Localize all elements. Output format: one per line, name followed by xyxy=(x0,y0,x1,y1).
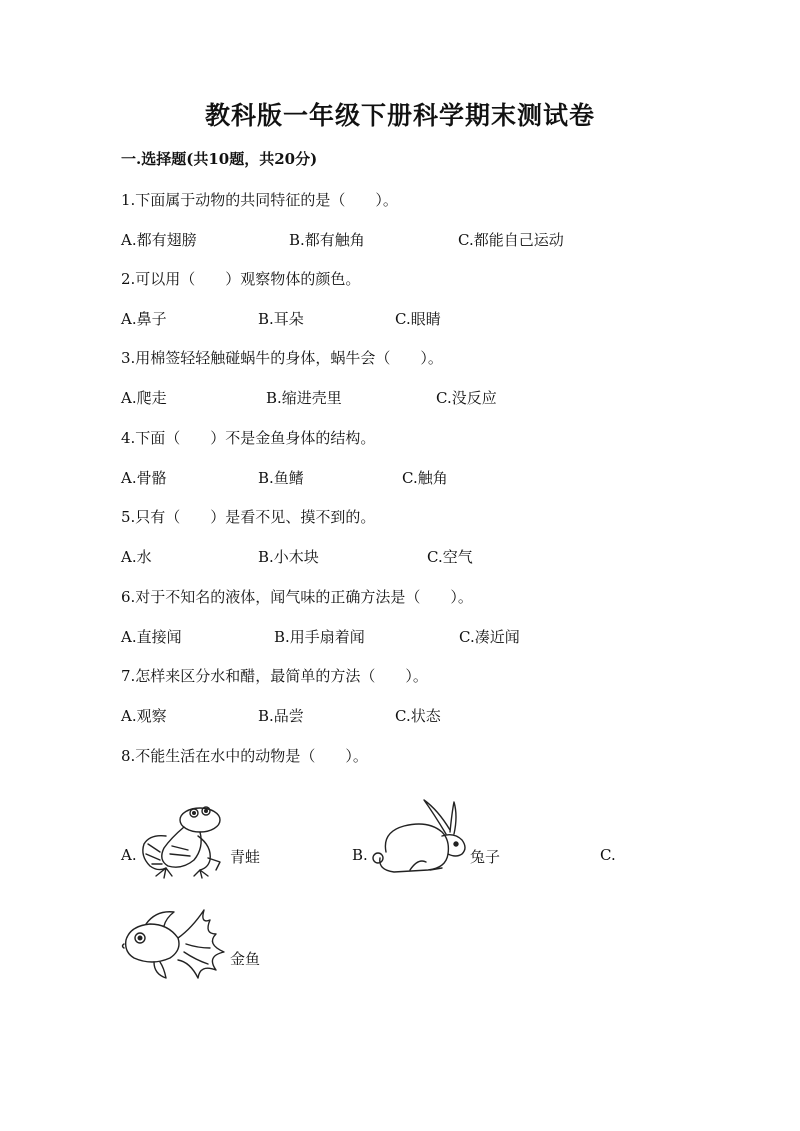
q2-option-b: B.耳朵 xyxy=(258,310,304,328)
question-6: 6.对于不知名的液体，闻气味的正确方法是（ ）。 xyxy=(121,588,473,606)
goldfish-icon xyxy=(120,904,228,982)
q5-option-b: B.小木块 xyxy=(258,548,319,566)
q1-option-c: C.都能自己运动 xyxy=(458,231,564,249)
q6-option-c: C.凑近闻 xyxy=(459,628,520,646)
q8-option-c: C. xyxy=(600,846,616,864)
q7-option-b: B.品尝 xyxy=(258,707,304,725)
q1-option-a: A.都有翅膀 xyxy=(121,231,197,249)
q1-option-b: B.都有触角 xyxy=(289,231,365,249)
question-1: 1.下面属于动物的共同特征的是（ ）。 xyxy=(121,191,398,209)
q3-option-b: B.缩进壳里 xyxy=(266,389,342,407)
question-3: 3.用棉签轻轻触碰蜗牛的身体，蜗牛会（ ）。 xyxy=(121,349,443,367)
q4-option-b: B.鱼鳍 xyxy=(258,469,304,487)
q2-option-a: A.鼻子 xyxy=(121,310,167,328)
q3-option-c: C.没反应 xyxy=(436,389,497,407)
q6-option-a: A.直接闻 xyxy=(121,628,182,646)
q8-option-b: B. xyxy=(352,846,368,864)
frog-label: 青蛙 xyxy=(230,848,261,866)
question-8: 8.不能生活在水中的动物是（ ）。 xyxy=(121,747,368,765)
q7-option-a: A.观察 xyxy=(121,707,167,725)
frog-icon xyxy=(136,800,228,882)
q8-option-a: A. xyxy=(121,846,137,864)
question-4: 4.下面（ ）不是金鱼身体的结构。 xyxy=(121,429,376,447)
q7-option-c: C.状态 xyxy=(395,707,441,725)
q5-option-a: A.水 xyxy=(121,548,152,566)
question-2: 2.可以用（ ）观察物体的颜色。 xyxy=(121,270,361,288)
q2-option-c: C.眼睛 xyxy=(395,310,441,328)
q3-option-a: A.爬走 xyxy=(121,389,167,407)
q6-option-b: B.用手扇着闻 xyxy=(274,628,365,646)
rabbit-label: 兔子 xyxy=(470,848,501,866)
q4-option-c: C.触角 xyxy=(402,469,448,487)
q5-option-c: C.空气 xyxy=(427,548,473,566)
section-heading: 一.选择题(共10题，共20分) xyxy=(121,150,318,168)
question-5: 5.只有（ ）是看不见、摸不到的。 xyxy=(121,508,376,526)
goldfish-label: 金鱼 xyxy=(230,950,261,968)
q4-option-a: A.骨骼 xyxy=(121,469,167,487)
question-7: 7.怎样来区分水和醋，最简单的方法（ ）。 xyxy=(121,667,428,685)
rabbit-icon xyxy=(368,796,470,880)
page-title: 教科版一年级下册科学期末测试卷 xyxy=(204,101,595,130)
